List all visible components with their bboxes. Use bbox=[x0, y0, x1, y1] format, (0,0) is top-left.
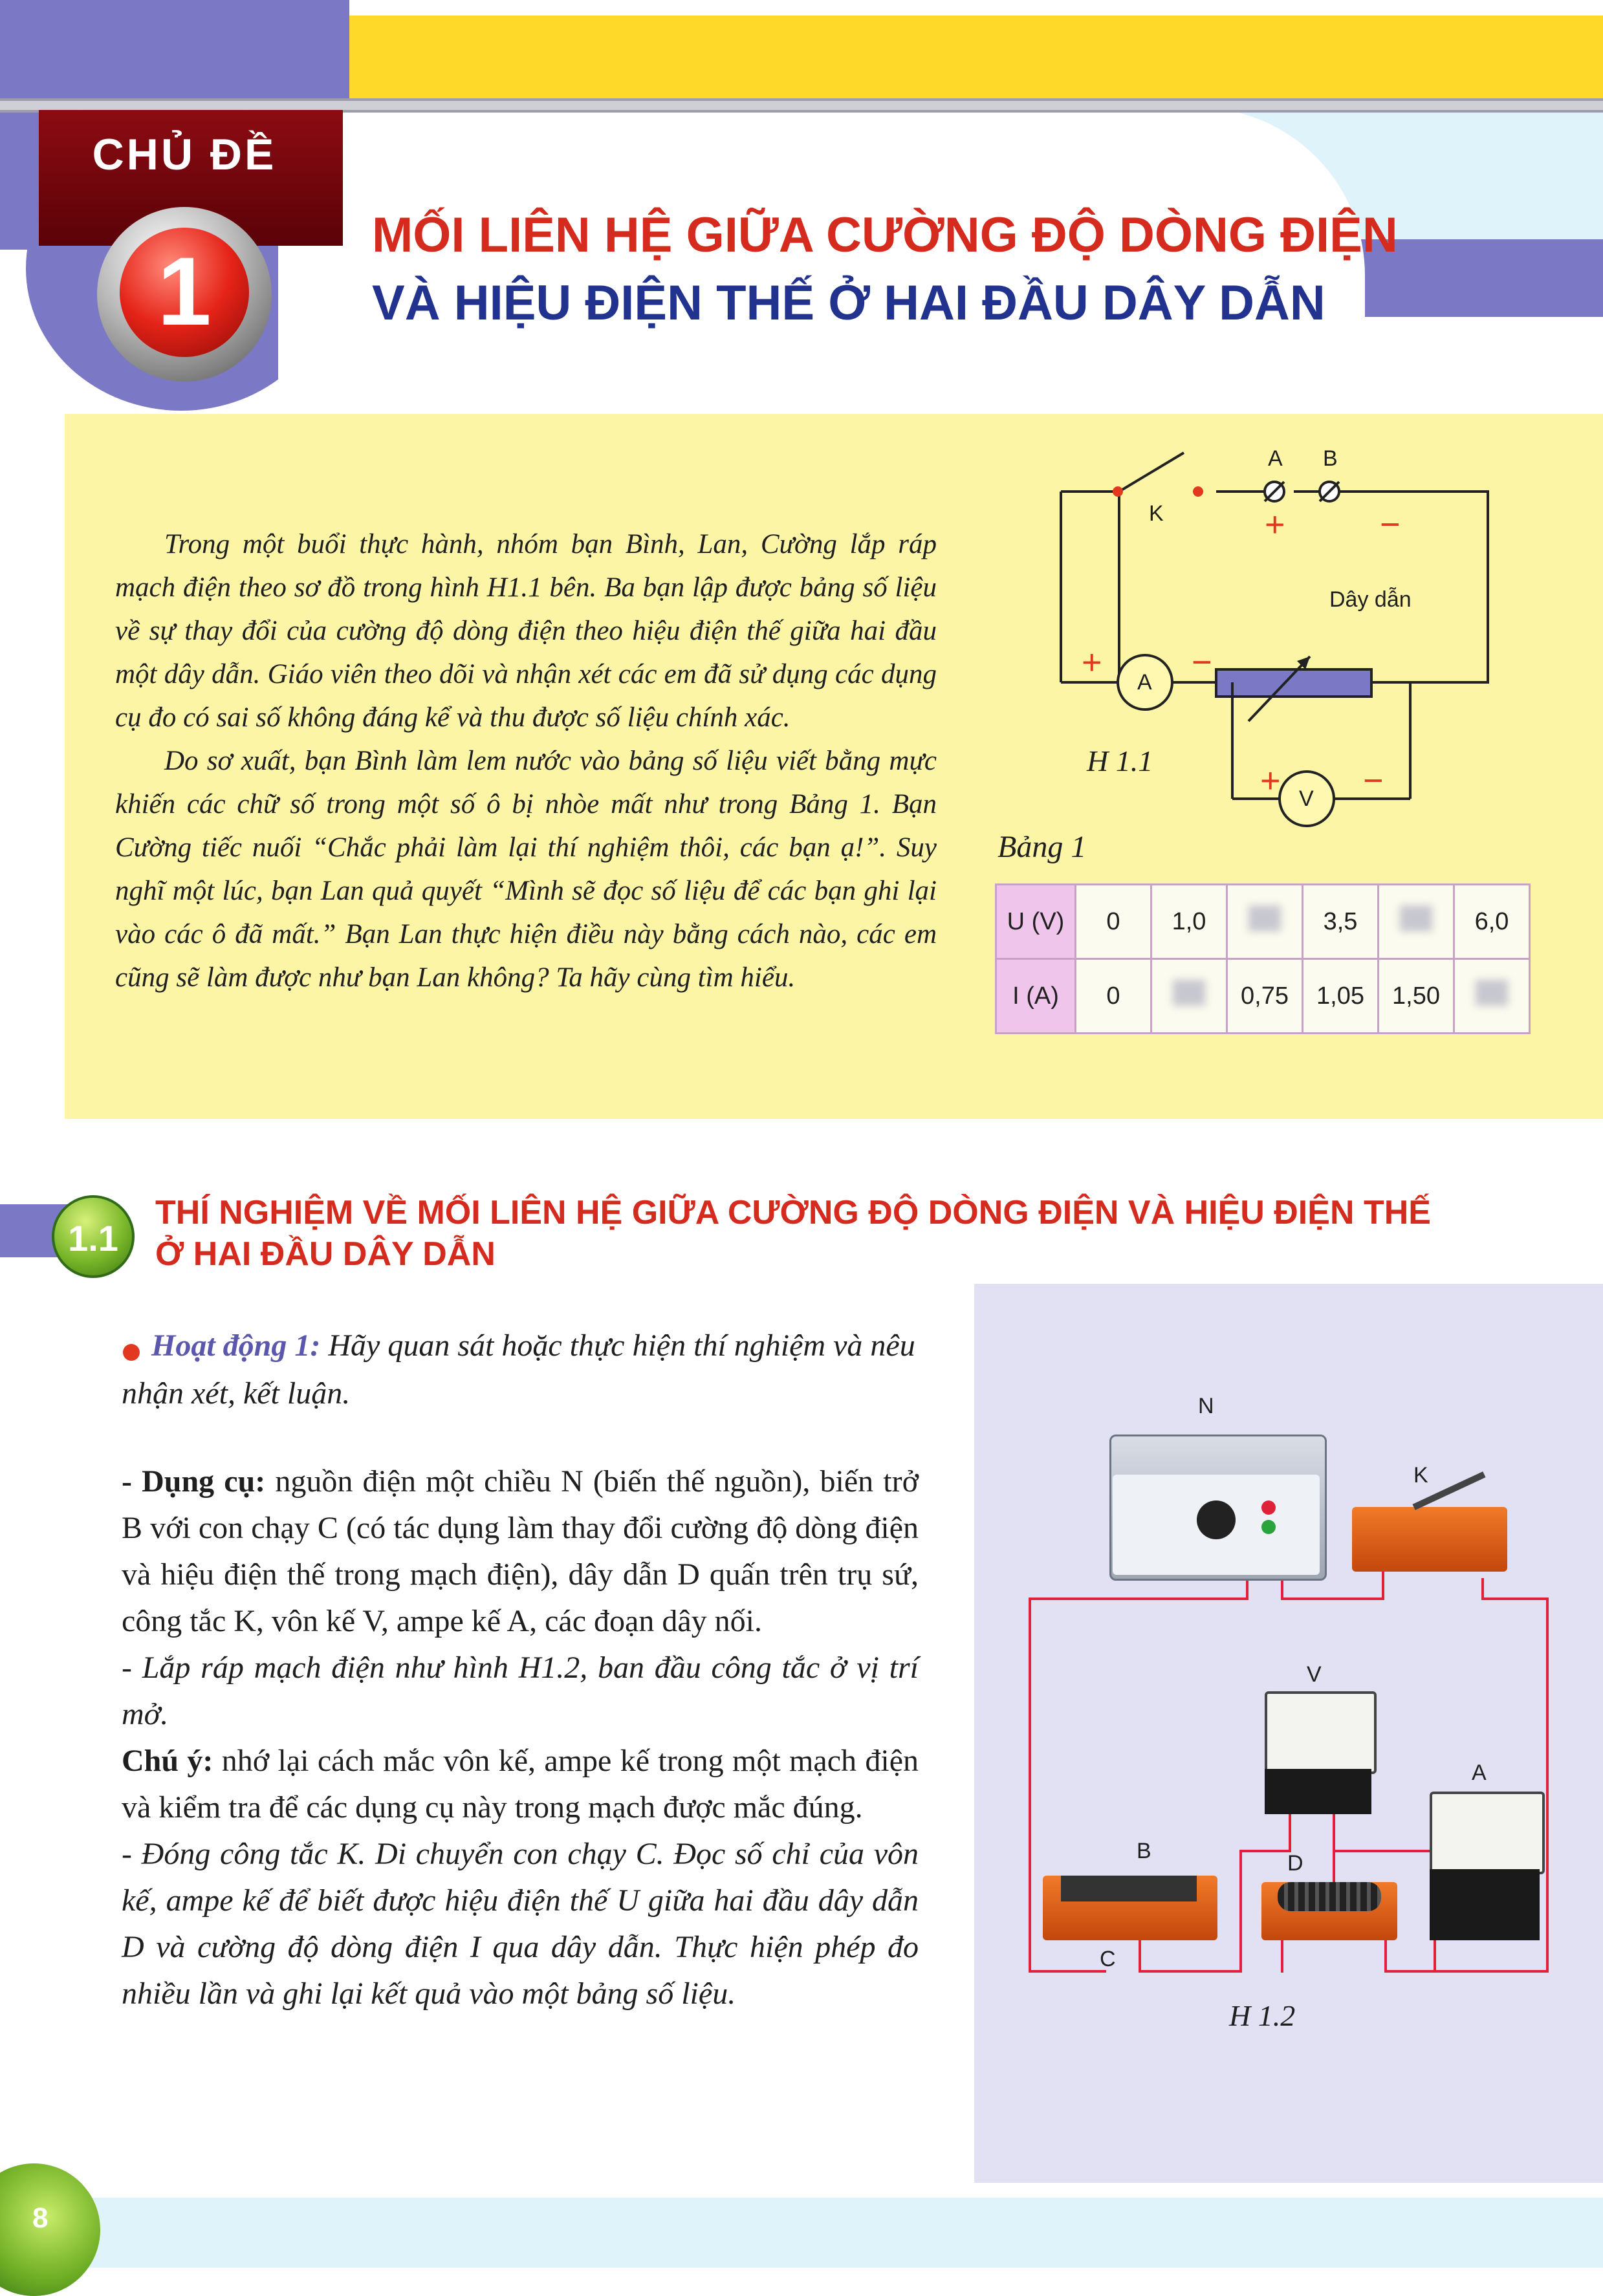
activity-text bbox=[122, 1322, 930, 1418]
wire bbox=[1546, 1597, 1549, 1973]
circuit-label-a: A bbox=[1268, 446, 1283, 471]
ammeter-photo bbox=[1430, 1792, 1545, 1874]
wire-label: Dây dẫn bbox=[1329, 587, 1412, 612]
wire bbox=[1239, 1850, 1242, 1973]
wire bbox=[1029, 1597, 1249, 1600]
figure-caption-h11: H 1.1 bbox=[1087, 744, 1153, 777]
voltmeter-base bbox=[1265, 1769, 1371, 1814]
table-cell: 1,50 bbox=[1379, 959, 1454, 1034]
table-cell: 0 bbox=[1076, 885, 1151, 959]
ink-smudge bbox=[1400, 905, 1432, 931]
wire bbox=[1481, 1597, 1549, 1600]
intro-text bbox=[115, 523, 937, 999]
photo-label-c: C bbox=[1100, 1947, 1116, 1971]
table-cell: 1,05 bbox=[1303, 959, 1379, 1034]
ink-smudge bbox=[1173, 980, 1205, 1006]
header-yellow-band bbox=[349, 16, 1603, 100]
ink-smudge bbox=[1249, 905, 1281, 931]
intro-paragraph-2: Do sơ xuất, bạn Bình làm lem nước vào bảng số liệu viết bằng mực khiến các chữ số trong một số ô bị nhòe mất như trong Bảng 1. Bạn Cường tiếc nuối “Chắc phải làm lại thí nghiệm thôi, các bạn ạ!”. Suy nghĩ một lúc, bạn Lan quả quyết “Mình sẽ đọc số liệu để các bạn ghi lại vào các ô đã mất.” Bạn Lan thực hiện điều này bằng cách nào, các em cũng sẽ làm được như bạn Lan không? Ta hãy cùng tìm hiểu. bbox=[115, 746, 937, 993]
table-caption: Bảng 1 bbox=[998, 830, 1087, 864]
table-cell: 0,75 bbox=[1227, 959, 1303, 1034]
wire-d-coil bbox=[1278, 1882, 1381, 1911]
wire bbox=[1139, 1970, 1242, 1973]
ammeter-plus: + bbox=[1082, 643, 1102, 682]
section-title-line1: THÍ NGHIỆM VỀ MỐI LIÊN HỆ GIỮA CƯỜNG ĐỘ DÒNG ĐIỆN VÀ HIỆU ĐIỆN THẾ bbox=[155, 1194, 1431, 1231]
topic-label: CHỦ ĐỀ bbox=[92, 130, 277, 179]
photo-label-n: N bbox=[1198, 1394, 1214, 1418]
topic-number: 1 bbox=[157, 237, 212, 345]
voltmeter-photo bbox=[1265, 1691, 1377, 1774]
switch-contact bbox=[1113, 486, 1123, 497]
tools-label: - Dụng cụ: bbox=[122, 1464, 266, 1499]
wire bbox=[1029, 1597, 1031, 1973]
wire bbox=[1239, 1850, 1291, 1852]
procedure-text bbox=[122, 1458, 919, 2017]
wire bbox=[1281, 1940, 1283, 1973]
page-title-line1: MỐI LIÊN HỆ GIỮA CƯỜNG ĐỘ DÒNG ĐIỆN bbox=[372, 208, 1398, 263]
switch-contact bbox=[1193, 486, 1203, 497]
wire bbox=[1029, 1970, 1106, 1973]
photo-label-b: B bbox=[1137, 1839, 1151, 1863]
wire bbox=[1333, 1850, 1436, 1852]
note-paragraph bbox=[122, 1738, 919, 1831]
table-cell-smudged bbox=[1454, 959, 1530, 1034]
terminal-b-minus: − bbox=[1380, 505, 1401, 544]
table-cell: 6,0 bbox=[1454, 885, 1530, 959]
note-text: nhớ lại cách mắc vôn kế, ampe kế trong một mạch điện và kiểm tra để các dụng cụ này trong mạch được mắc đúng. bbox=[122, 1744, 919, 1825]
circuit-label-k: K bbox=[1149, 501, 1164, 526]
power-knob bbox=[1197, 1500, 1236, 1539]
voltmeter-plus: + bbox=[1260, 761, 1281, 800]
switch-k-photo bbox=[1352, 1507, 1507, 1572]
row-header-i: I (A) bbox=[996, 959, 1076, 1034]
ink-smudge bbox=[1476, 980, 1508, 1006]
procedure-paragraph: - Đóng công tắc K. Di chuyển con chạy C. Đọc số chỉ của vôn kế, ampe kế để biết được hiệu điện thế U giữa hai đầu dây dẫn D và cường độ dòng điện I qua dây dẫn. Thực hiện phép đo nhiều lần và ghi lại kết quả vào một bảng số liệu. bbox=[122, 1837, 919, 2011]
photo-label-d: D bbox=[1287, 1851, 1303, 1876]
tools-paragraph bbox=[122, 1458, 919, 1645]
table-cell-smudged bbox=[1379, 885, 1454, 959]
rheostat-coil bbox=[1061, 1876, 1197, 1901]
tools-text: nguồn điện một chiều N (biến thế nguồn), biến trở B với con chạy C (có tác dụng làm thay đổi cường độ dòng điện và hiệu điện thế trong mạch điện), dây dẫn D quấn trên trụ sứ, công tắc K, vôn kế V, ampe kế A, các đoạn dây nối. bbox=[122, 1464, 919, 1638]
section-number: 1.1 bbox=[68, 1218, 118, 1259]
header-purple-block bbox=[0, 0, 349, 103]
power-indicator bbox=[1261, 1520, 1276, 1534]
table-row-i bbox=[996, 959, 1530, 1034]
wire bbox=[1481, 1578, 1484, 1600]
voltmeter-label: V bbox=[1299, 786, 1314, 811]
circuit-label-b: B bbox=[1323, 446, 1338, 471]
activity-instruction: Hãy quan sát hoặc thực hiện thí nghiệm và nêu nhận xét, kết luận. bbox=[122, 1328, 915, 1411]
table-row-u bbox=[996, 885, 1530, 959]
note-label: Chú ý: bbox=[122, 1744, 213, 1778]
page-title-line2: VÀ HIỆU ĐIỆN THẾ Ở HAI ĐẦU DÂY DẪN bbox=[372, 276, 1325, 330]
table-cell: 0 bbox=[1076, 959, 1151, 1034]
intro-paragraph-1: Trong một buổi thực hành, nhóm bạn Bình, Lan, Cường lắp ráp mạch điện theo sơ đồ trong hình H1.1 bên. Ba bạn lập được bảng số liệu về sự thay đổi của cường độ dòng điện theo hiệu điện thế giữa hai đầu một dây dẫn. Giáo viên theo dõi và nhận xét các em đã sử dụng các dụng cụ đo có sai số không đáng kể và thu được số liệu chính xác. bbox=[115, 529, 937, 733]
wire bbox=[1139, 1940, 1141, 1973]
activity-label: Hoạt động 1: bbox=[151, 1328, 321, 1363]
page-number-ball bbox=[0, 2163, 100, 2296]
photo-label-k: K bbox=[1413, 1463, 1428, 1488]
table-cell-smudged bbox=[1227, 885, 1303, 959]
wire bbox=[1281, 1597, 1384, 1600]
table-cell-smudged bbox=[1151, 959, 1227, 1034]
ammeter-base bbox=[1430, 1869, 1540, 1940]
figure-caption-h12: H 1.2 bbox=[1229, 1999, 1296, 2032]
row-header-u: U (V) bbox=[996, 885, 1076, 959]
photo-label-v: V bbox=[1307, 1662, 1322, 1687]
section-title-line2: Ở HAI ĐẦU DÂY DẪN bbox=[155, 1235, 496, 1273]
table-cell: 1,0 bbox=[1151, 885, 1227, 959]
footer-bar bbox=[0, 2198, 1603, 2268]
power-indicator bbox=[1261, 1500, 1276, 1515]
assemble-paragraph: - Lắp ráp mạch điện như hình H1.2, ban đầu công tắc ở vị trí mở. bbox=[122, 1651, 919, 1731]
photo-label-a: A bbox=[1472, 1760, 1487, 1785]
table-cell: 3,5 bbox=[1303, 885, 1379, 959]
wire bbox=[1333, 1811, 1335, 1882]
circuit-h11 bbox=[1035, 427, 1527, 847]
wire bbox=[1384, 1940, 1387, 1973]
terminal-a-plus: + bbox=[1265, 505, 1285, 544]
wire bbox=[1289, 1811, 1291, 1852]
page-number: 8 bbox=[32, 2202, 49, 2234]
wire bbox=[1384, 1970, 1436, 1973]
ammeter-minus: − bbox=[1192, 643, 1212, 682]
data-table bbox=[995, 883, 1531, 1034]
wire bbox=[1434, 1970, 1549, 1973]
ammeter-label: A bbox=[1137, 670, 1152, 695]
voltmeter-minus: − bbox=[1363, 761, 1384, 800]
section-title bbox=[155, 1192, 1431, 1275]
